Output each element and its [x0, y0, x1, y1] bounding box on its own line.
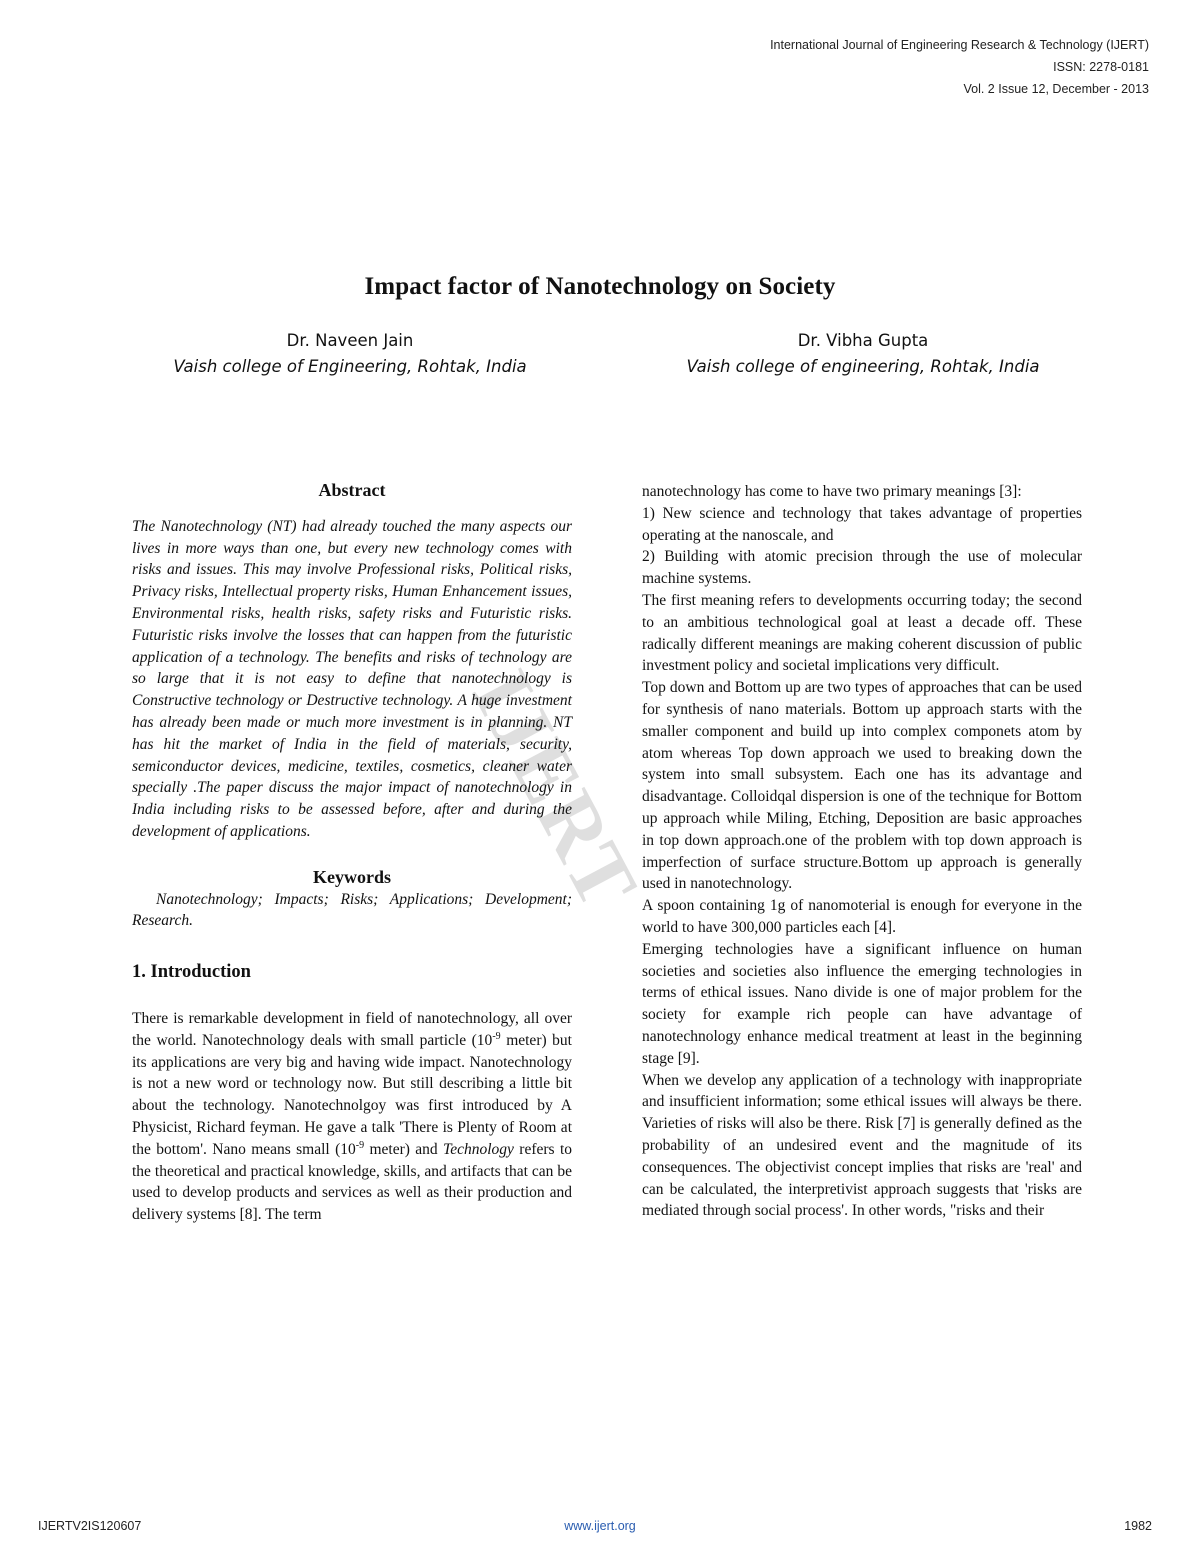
journal-name: International Journal of Engineering Research & Technology (IJERT) [770, 38, 1149, 52]
body-paragraph: 2) Building with atomic precision through the use of molecular machine systems. [642, 548, 1082, 588]
abstract-heading: Abstract [318, 480, 386, 500]
body-paragraph: A spoon containing 1g of nanomoterial is enough for everyone in the world to have 300,000 particles each [4]. [642, 897, 1082, 936]
abstract-text: The Nanotechnology (NT) had already touched the many aspects our lives in more ways than one, but every new technology comes with risks and issues. This may involve Professional risks, Political risks, Privacy risks, Intellectual property risks, Human Enhancement issues, Environmental risks, health risks, safety risks and Futuristic risks. Futuristic risks involve the losses that can happen from the futuristic application of a technology. The benefits and risks of technology are so large that it is not easy to define that nanotechnology is Constructive technology or Destructive technology. A huge investment has already been made or much more investment is in planning. NT has hit the market of India in the field of materials, security, semiconductor devices, medicine, textiles, cosmetics, cleaner water specially .The paper discuss the major impact of nanotechnology in India including risks to be assessed before, after and during the development of applications. [132, 517, 572, 840]
body-paragraph: When we develop any application of a technology with inappropriate and insufficient information; some ethical issues will always be there. Varieties of risks will also be there. Risk [7] is generally defined as the probability of an undesired event and the magnitude of its consequences. The objectivist concept implies that risks are 'real' and can be calculated, the interpretivist approach suggests that 'risks are mediated through social process'. In other words, "risks and their [642, 1071, 1082, 1220]
author-affiliation: Vaish college of engineering, Rohtak, India [686, 357, 1040, 376]
exponent: -9 [492, 1030, 501, 1042]
intro-text: meter) and [364, 1140, 444, 1158]
body-paragraph: nanotechnology has come to have two primary meanings [3]: [642, 483, 1022, 500]
journal-issn: ISSN: 2278-0181 [1053, 60, 1149, 74]
footer-page-number: 1982 [1124, 1519, 1152, 1533]
body-paragraph: 1) New science and technology that takes advantage of properties operating at the nanoscale, and [642, 504, 1082, 544]
intro-italic-term: Technology [443, 1140, 514, 1158]
footer-paper-id: IJERTV2IS120607 [38, 1519, 142, 1533]
author-1 [80, 328, 620, 380]
introduction-paragraph [132, 1008, 572, 1226]
intro-text: There is remarkable development in field of nanotechnology, all over the world. Nanotechnology deals with small particle (10 [132, 1009, 572, 1049]
paper-title: Impact factor of Nanotechnology on Society [364, 273, 836, 300]
keywords-heading: Keywords [313, 866, 391, 887]
body-paragraph: Top down and Bottom up are two types of approaches that can be used for synthesis of nano materials. Bottom up approach starts with the smaller component and build up into complex componets atom by atom whereas Top down approach we used to breaking down the system into small subsystem. Each one has its advantage and disadvantage. Colloidqal dispersion is one of the technique for Bottom up approach while Miling, Etching, Deposition are basic approaches in top down approach.one of the problem with top down approach is imperfection of surface structure.Bottom up approach is generally used in nanotechnology. [642, 679, 1082, 893]
journal-volume: Vol. 2 Issue 12, December - 2013 [963, 82, 1149, 96]
keywords-text: Nanotechnology; Impacts; Risks; Applications; Development; Research. [132, 890, 572, 930]
body-paragraph: The first meaning refers to developments occurring today; the second to an ambitious technological goal at least a decade off. These radically different meanings are making coherent discussion of public investment policy and societal implications very difficult. [642, 591, 1082, 675]
ijert-watermark: IJERT [454, 655, 656, 925]
author-name: Dr. Naveen Jain [286, 331, 414, 350]
author-affiliation: Vaish college of Engineering, Rohtak, India [173, 357, 527, 376]
left-column [132, 480, 572, 1226]
author-name: Dr. Vibha Gupta [797, 331, 929, 350]
journal-header [770, 34, 1149, 100]
intro-text: meter) but its applications are very big and having wide impact. Nanotechnology is not a new word or technology now. But still describing a little bit about the technology. Nanotechnolgoy was first introduced by A Physicist, Richard feyman. He gave a talk 'There is Plenty of Room at the bottom'. Nano means small (10 [132, 1031, 572, 1158]
body-paragraph: Emerging technologies have a significant influence on human societies and societies also influence the emerging technologies in terms of ethical issues. Nano divide is one of major problem for the society for example rich people can have advantage of nanotechnology enhance medical treatment at least in the beginning stage [9]. [642, 940, 1082, 1067]
right-column [642, 481, 1082, 1222]
author-2 [593, 328, 1133, 380]
introduction-heading: 1. Introduction [132, 962, 251, 983]
intro-text: refers to the theoretical and practical knowledge, skills, and artifacts that can be used to develop products and services as well as their production and delivery systems [8]. The term [132, 1140, 572, 1224]
footer-website-link[interactable]: www.ijert.org [564, 1519, 636, 1533]
exponent: -9 [355, 1139, 365, 1151]
